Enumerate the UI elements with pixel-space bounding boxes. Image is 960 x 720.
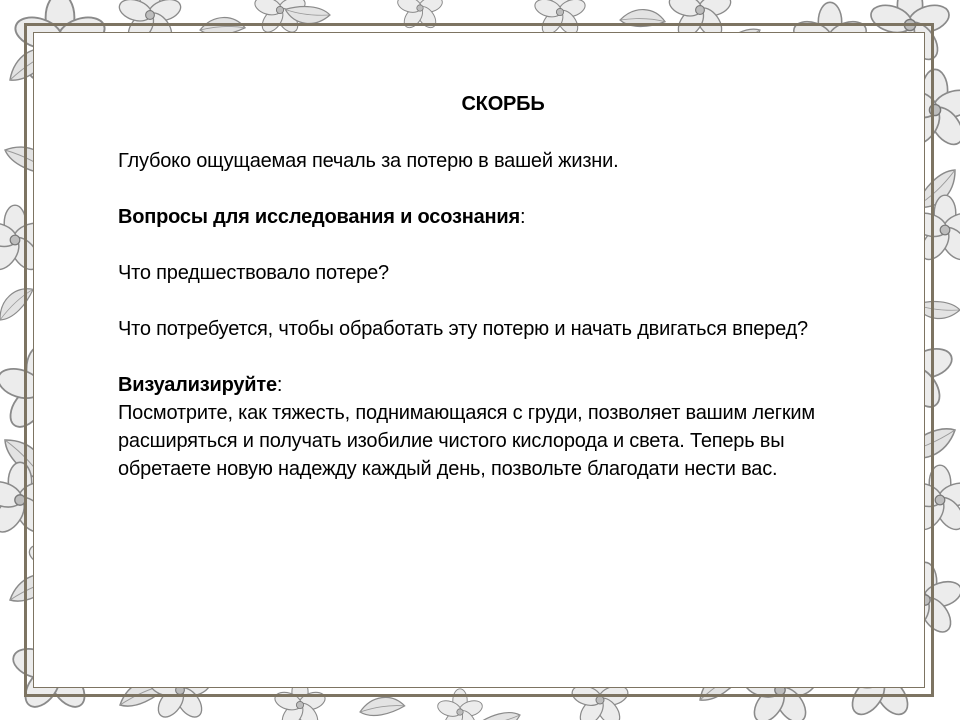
question-1: Что предшествовало потере?	[118, 262, 389, 284]
definition-text: Глубоко ощущаемая печаль за потерю в вашей жизни.	[118, 150, 619, 172]
visualize-text: Посмотрите, как тяжесть, поднимающаяся с груди, позволяет вашим легким расширяться и получать изобилие чистого кислорода и света. Теперь вы обретаете новую надежду каждый день, позвольте благодати нести вас.	[118, 402, 815, 480]
questions-heading-colon: :	[519, 206, 526, 228]
slide-content	[118, 90, 878, 483]
question-2: Что потребуется, чтобы обработать эту потерю и начать двигаться вперед?	[118, 318, 808, 340]
questions-heading: Вопросы для исследования и осознания	[118, 206, 520, 228]
slide-title: СКОРБЬ	[461, 93, 545, 115]
visualize-heading-colon: :	[276, 374, 283, 396]
visualize-block	[118, 371, 878, 483]
visualize-heading-line	[118, 371, 878, 399]
questions-heading-block	[118, 203, 878, 231]
visualize-heading: Визуализируйте	[118, 374, 277, 396]
